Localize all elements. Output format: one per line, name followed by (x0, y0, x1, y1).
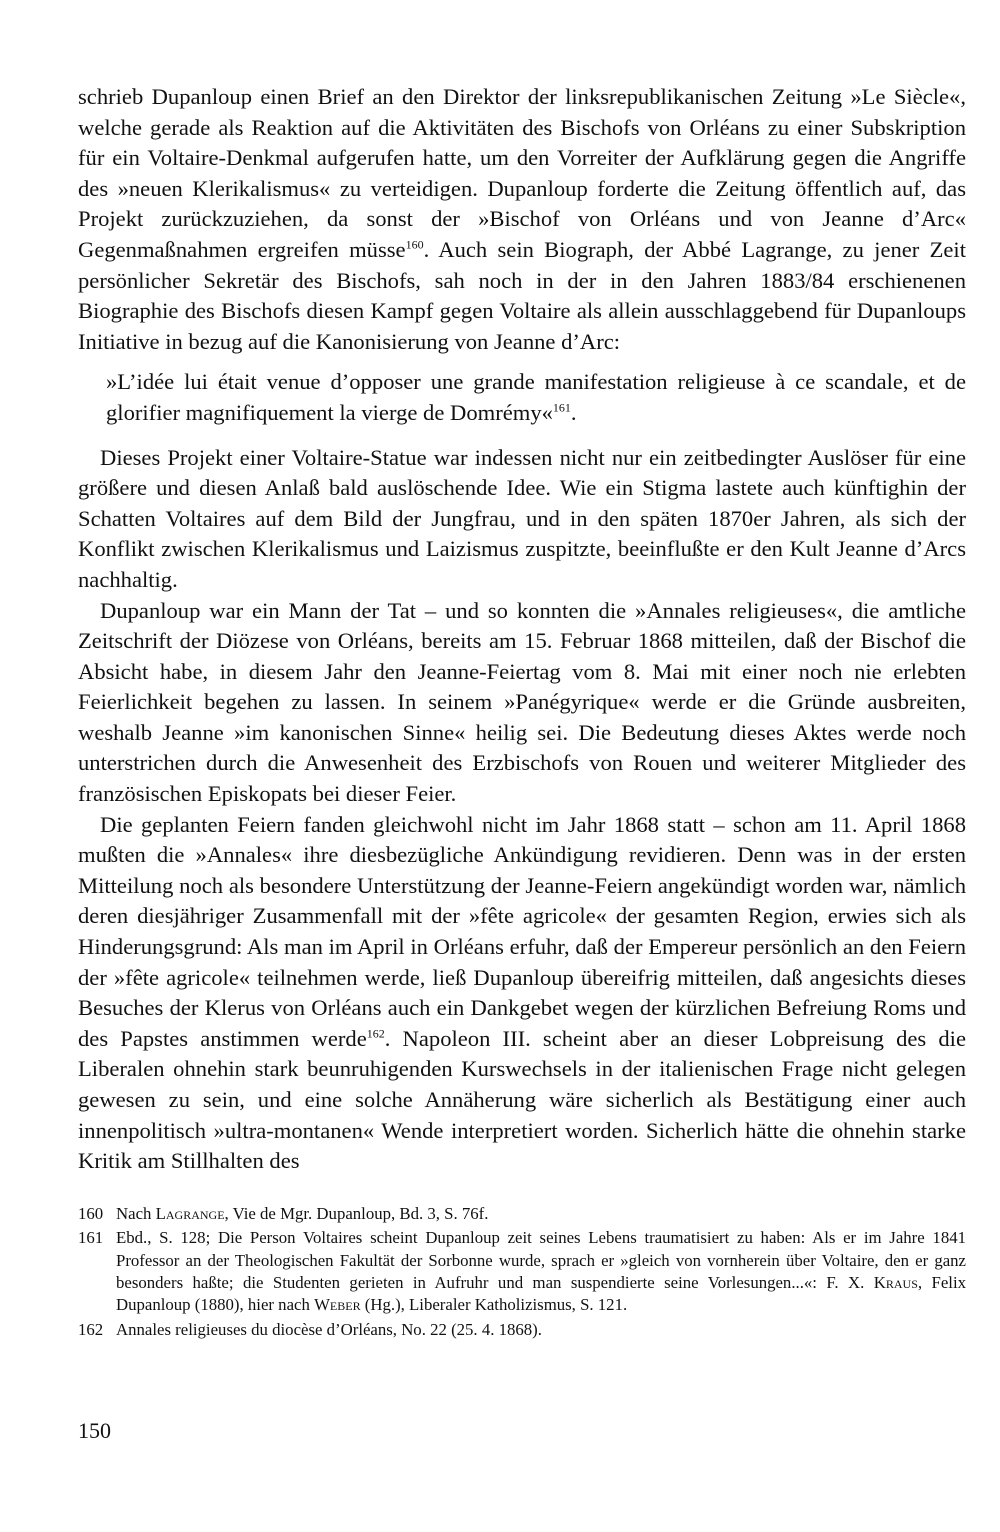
paragraph-3: Dupanloup war ein Mann der Tat – und so konnten die »Annales religieuses«, die amtliche Zeitschrift der Diözese von Orléans, bereits am 15. Februar 1868 mitteilen, daß der Bischof die Absicht habe, in diesem Jahr den Jeanne-Feiertag vom 8. Mai mit einer noch nie erlebten Feierlichkeit begehen zu lassen. In seinem »Panégyrique« werde er die Gründe ausbreiten, weshalb Jeanne »im kanonischen Sinne« heilig sei. Die Bedeutung dieses Aktes werde noch unterstrichen durch die Anwesenheit des Erzbischofs von Rouen und weiterer Mitglieder des französischen Episkopats bei dieser Feier. (78, 597, 966, 807)
quote-text: »L’idée lui était venue d’opposer une grande manifestation religieuse à ce scandale, et de glorifier magnifiquement la vierge de Domrémy« (106, 369, 966, 425)
block-quote (106, 367, 966, 428)
footnote-text: Nach Lagrange, Vie de Mgr. Dupanloup, Bd. 3, S. 76f. (116, 1203, 489, 1223)
footnote-161 (78, 1227, 966, 1317)
footnote-number: 162 (78, 1319, 104, 1339)
paragraph-1-cont: . Auch sein Biograph, der Abbé Lagrange, zu jener Zeit persönlicher Sekretär des Bischofs, sah noch in der in den Jahren 1883/84 erschienenen Biographie des Bischofs diesen Kampf gegen Voltaire als allein ausschlaggebend für Dupanloups Initiative in bezug auf die Kanonisierung von Jeanne d’Arc: (78, 236, 966, 354)
footnote-ref-162: 162 (366, 1026, 385, 1041)
author-name: Lagrange (155, 1203, 225, 1223)
footnote-number: 161 (78, 1228, 104, 1248)
paragraph-4-text: Die geplanten Feiern fanden gleichwohl nicht im Jahr 1868 statt – schon am 11. April 1868 mußten die »Annales« ihre diesbezügliche Ankündigung revidieren. Denn was in der ersten Mitteilung noch als besondere Unterstützung der Jeanne-Feiern angekündigt worden war, nämlich deren diesjähriger Zusammenfall mit der »fête agricole« der gesamten Region, erwies sich als Hinderungsgrund: Als man im April in Orléans erfuhr, daß der Empereur persönlich an den Feiern der »fête agricole« teilnehmen werde, ließ Dupanloup übereifrig mitteilen, daß angesichts dieses Besuches der Klerus von Orléans auch ein Dankgebet wegen der kürzlichen Befreiung Roms und des Papstes anstimmen werde (78, 811, 966, 1051)
paragraph-1-text: schrieb Dupanloup einen Brief an den Direktor der linksrepublikanischen Zeitung »Le Siècle«, welche gerade als Reaktion auf die Aktivitäten des Bischofs von Orléans zu einer Subskription für ein Voltaire-Denkmal aufgerufen hatte, um den Vorreiter der Aufklärung gegen die Angriffe des »neuen Klerikalismus« zu verteidigen. Dupanloup forderte die Zeitung öffentlich auf, das Projekt zurückzuziehen, da sonst der »Bischof von Orléans und von Jeanne d’Arc« Gegenmaßnahmen ergreifen müsse (78, 84, 966, 262)
author-name: Kraus (873, 1273, 918, 1292)
footnote-160 (78, 1203, 966, 1225)
footnote-number: 160 (78, 1203, 104, 1223)
paragraph-1 (78, 82, 966, 357)
footnote-text: Annales religieuses du diocèse d’Orléans, No. 22 (25. 4. 1868). (116, 1319, 542, 1339)
footnotes (78, 1203, 966, 1341)
footnote-162 (78, 1319, 966, 1341)
footnote-text: Ebd., S. 128; Die Person Voltaires scheint Dupanloup zeit seines Lebens traumatisiert zu haben: Als er im Jahre 1841 Professor an der Theologischen Fakultät der Sorbonne wurde, sprach er »gleich von vornherein über Voltaire, den er ganz besonders haßte; die Studenten gerieten in Aufruhr und man suspendierte seine Vorlesungen...«: F. X. Kraus, Felix Dupanloup (1880), hier nach Weber (Hg.), Liberaler Katholizismus, S. 121. (116, 1228, 967, 1315)
footnote-ref-161: 161 (552, 400, 571, 415)
main-text (78, 82, 966, 1177)
paragraph-4-cont: . Napoleon III. scheint aber an dieser Lobpreisung des die Liberalen ohnehin stark beunruhigenden Kurswechsels in der italienischen Frage nicht gelegen gewesen zu sein, und eine solche Annäherung wäre sicherlich als Bestätigung einer auch innenpolitisch »ultra-montanen« Wende interpretiert worden. Sicherlich hätte die ohnehin starke Kritik am Stillhalten des (78, 1025, 966, 1174)
author-name: Weber (314, 1295, 361, 1315)
footnote-ref-160: 160 (405, 237, 424, 252)
paragraph-4 (78, 810, 966, 1177)
page-number: 150 (78, 1418, 111, 1443)
paragraph-2: Dieses Projekt einer Voltaire-Statue war indessen nicht nur ein zeitbedingter Auslöser für eine größere und diesen Anlaß bald auslöschende Idee. Wie ein Stigma lastete auch künftighin der Schatten Voltaires auf dem Bild der Jungfrau, und in den späten 1870er Jahren, als sich der Konflikt zwischen Klerikalismus und Laizismus zuspitzte, beeinflußte er den Kult Jeanne d’Arcs nachhaltig. (78, 444, 966, 592)
page-content (78, 82, 966, 1343)
quote-end: . (570, 399, 577, 425)
